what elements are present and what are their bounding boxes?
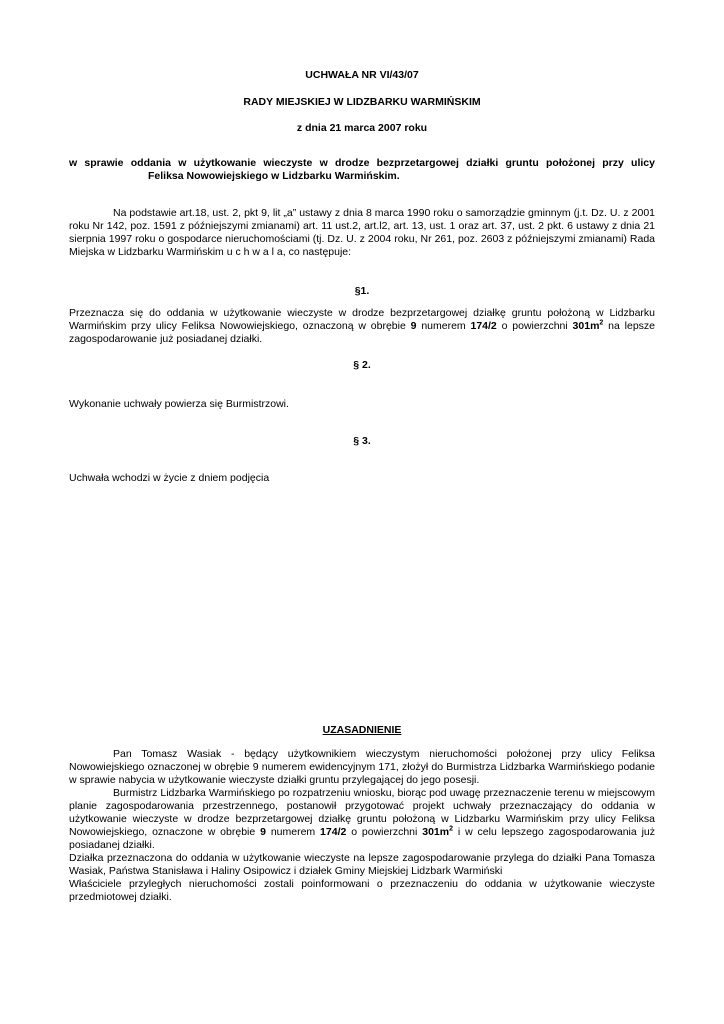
section-2-text: Wykonanie uchwały powierza się Burmistrzowi. bbox=[69, 398, 289, 410]
resolution-title: UCHWAŁA NR VI/43/07 bbox=[305, 69, 419, 81]
justification-body bbox=[69, 748, 655, 904]
section-1-parcel: 174/2 bbox=[470, 320, 497, 332]
council-name: RADY MIEJSKIEJ W LIDZBARKU WARMIŃSKIM bbox=[243, 96, 481, 108]
para-2-area-sup: 2 bbox=[449, 825, 453, 833]
section-1-text-a: Przeznacza się do oddania w użytkowanie wieczyste w drodze bezprzetargowej działkę gruntu położoną w Lidzbarku Warmińskim przy ulicy Feliksa Nowowiejskiego, oznaczoną w obrębie bbox=[69, 307, 655, 332]
para-2-text-d: i w celu lepszego zagospodarowania już posiadanej działki. bbox=[69, 826, 656, 851]
section-1-text-d: na lepsze zagospodarowanie już posiadanej działki. bbox=[69, 320, 655, 345]
justification-para-1: Pan Tomasz Wasiak - będący użytkownikiem wieczystym nieruchomości położonej przy ulicy Feliksa Nowowiejskiego oznaczonej w obrębie 9 numerem ewidencyjnym 171, złożył do Burmistrza Lidzbarka Warmińskiego podanie w sprawie nabycia w użytkowanie wieczyste działki gruntu przylegającej do jego posesji. bbox=[69, 748, 655, 786]
justification-heading: UZASADNIENIE bbox=[322, 724, 402, 736]
section-1-text-c: o powierzchni bbox=[501, 320, 568, 332]
preamble bbox=[69, 207, 655, 259]
section-1-body bbox=[69, 307, 655, 346]
section-1-area-value: 301m bbox=[572, 320, 600, 332]
preamble-text: Na podstawie art.18, ust. 2, pkt 9, lit „a” ustawy z dnia 8 marca 1990 roku o samorządzie gminnym (j.t. Dz. U. z 2001 roku Nr 142, poz. 1591 z późniejszymi zmianami) art. 11 ust.2, art.l2, art. 13, ust. 1 oraz art. 37, ust. 2 pkt. 6 ustawy z dnia 21 sierpnia 1997 roku o gospodarce nieruchomościami (tj. Dz. U. z 2004 roku, Nr 261, poz. 2603 z późniejszymi zmianami) Rada Miejska w Lidzbarku Warmińskim u c h w a l a, co następuje: bbox=[69, 207, 655, 258]
section-1-obreb: 9 bbox=[410, 320, 417, 332]
justification-para-3: Działka przeznaczona do oddania w użytkowanie wieczyste na lepsze zagospodarowanie przylega do działki Pana Tomasza Wasiak, Państwa Stanisława i Haliny Osipowicz i działek Gminy Miejskiej Lidzbark Warmiński bbox=[69, 852, 655, 877]
section-3-text: Uchwała wchodzi w życie z dniem podjęcia bbox=[69, 472, 270, 484]
para-2-parcel: 174/2 bbox=[320, 826, 347, 838]
para-2-area-value: 301m bbox=[422, 826, 450, 838]
resolution-date: z dnia 21 marca 2007 roku bbox=[296, 122, 428, 134]
justification-para-2 bbox=[69, 787, 655, 852]
section-1-heading: §1. bbox=[354, 285, 370, 297]
section-3-heading: § 3. bbox=[353, 435, 371, 447]
resolution-subject bbox=[69, 157, 655, 183]
section-2-heading: § 2. bbox=[353, 359, 371, 371]
para-2-area bbox=[422, 826, 453, 838]
para-2-text-a: Burmistrz Lidzbarka Warmińskiego po rozpatrzeniu wniosku, biorąc pod uwagę przeznaczenie terenu w miejscowym planie zagospodarowania przestrzennego, postanowił przygotować projekt uchwały przeznaczający do oddania w użytkowanie wieczyste w drodze bezprzetargowej działkę gruntu położoną w Lidzbarku Warmińskim przy ulicy Feliksa Nowowiejskiego, oznaczone w obrębie bbox=[69, 787, 655, 838]
subject-line-1: w sprawie oddania w użytkowanie wieczyste w drodze bezprzetargowej działki gruntu położonej przy ulicy bbox=[69, 157, 655, 169]
para-2-text-b: numerem bbox=[270, 826, 316, 838]
section-1-text-b: numerem bbox=[421, 320, 466, 332]
justification-para-4: Właściciele przyległych nieruchomości zostali poinformowani o przeznaczeniu do oddania w użytkowanie wieczyste przedmiotowej działki. bbox=[69, 878, 655, 903]
subject-line-2: Feliksa Nowowiejskiego w Lidzbarku Warmińskim. bbox=[148, 170, 400, 182]
section-1-area-sup: 2 bbox=[599, 319, 604, 327]
para-2-obreb: 9 bbox=[260, 826, 266, 838]
para-2-text-c: o powierzchni bbox=[351, 826, 418, 838]
section-1-text bbox=[69, 307, 655, 346]
section-1-area bbox=[573, 320, 604, 332]
